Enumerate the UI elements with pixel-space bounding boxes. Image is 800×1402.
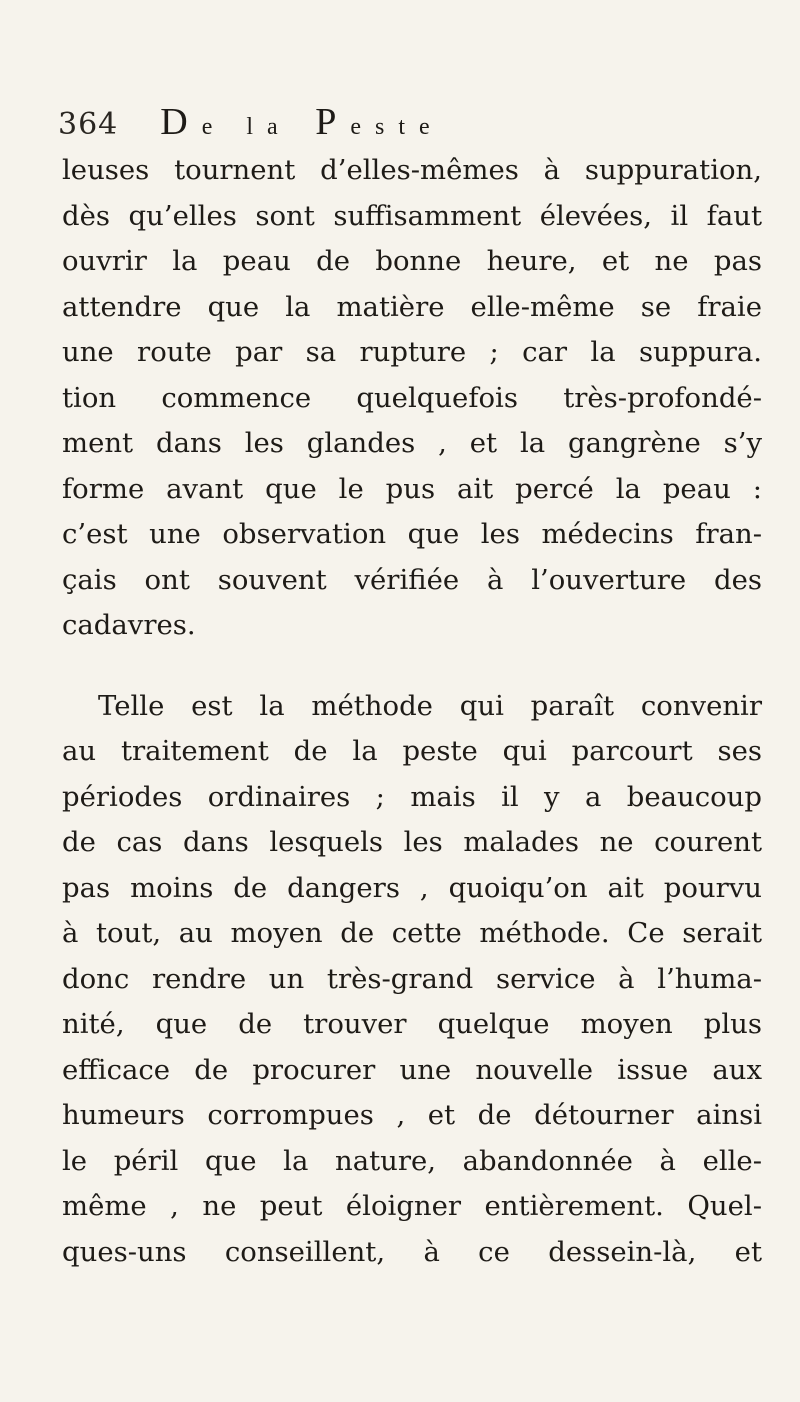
- paragraph-1: [62, 148, 762, 649]
- text-line: nité, que de trouver quelque moyen plus: [62, 1008, 762, 1040]
- body-text: [62, 148, 762, 1275]
- page-number: 364: [58, 107, 119, 142]
- paragraph-gap: [62, 649, 762, 684]
- text-line: au traitement de la peste qui parcourt ses: [62, 735, 762, 767]
- text-line: une route par sa rupture ; car la suppura.: [62, 336, 762, 368]
- running-title: [160, 100, 443, 144]
- running-title-part-2: este: [350, 114, 444, 140]
- text-line: à tout, au moyen de cette méthode. Ce serait: [62, 917, 762, 949]
- text-line: ment dans les glandes , et la gangrène s’y: [62, 427, 762, 459]
- running-title-initial-d: D: [160, 101, 202, 143]
- text-line: périodes ordinaires ; mais il y a beaucoup: [62, 780, 762, 813]
- text-line: çais ont souvent vérifiée à l’ouverture des: [62, 563, 762, 596]
- text-line: Telle est la méthode qui paraît convenir: [98, 689, 762, 722]
- text-line: leuses tournent d’elles-mêmes à suppuration,: [62, 154, 762, 186]
- text-line: de cas dans lesquels les malades ne courent: [62, 826, 762, 858]
- text-line: donc rendre un très-grand service à l’huma-: [62, 962, 762, 995]
- running-header: [58, 100, 444, 150]
- text-line: ouvrir la peau de bonne heure, et ne pas: [62, 245, 762, 277]
- text-line: pas moins de dangers , quoiqu’on ait pourvu: [62, 871, 762, 904]
- text-line: cadavres.: [62, 609, 196, 641]
- text-line: même , ne peut éloigner entièrement. Quel-: [62, 1190, 762, 1222]
- text-line: forme avant que le pus ait percé la peau :: [62, 472, 762, 505]
- text-line: c’est une observation que les médecins fran-: [62, 518, 762, 550]
- text-line: dès qu’elles sont suffisamment élevées, il faut: [62, 199, 762, 232]
- text-line: le péril que la nature, abandonnée à elle-: [62, 1144, 762, 1177]
- text-line: attendre que la matière elle-même se fraie: [62, 290, 762, 323]
- running-title-part-1: e la: [201, 114, 292, 140]
- running-title-initial-p: P: [315, 101, 351, 143]
- paragraph-2: [62, 684, 762, 1276]
- text-line: humeurs corrompues , et de détourner ainsi: [62, 1099, 762, 1131]
- text-line: tion commence quelquefois très-profondé-: [62, 381, 762, 414]
- text-line: efficace de procurer une nouvelle issue aux: [62, 1053, 762, 1086]
- text-line: ques-uns conseillent, à ce dessein-là, et: [62, 1235, 762, 1268]
